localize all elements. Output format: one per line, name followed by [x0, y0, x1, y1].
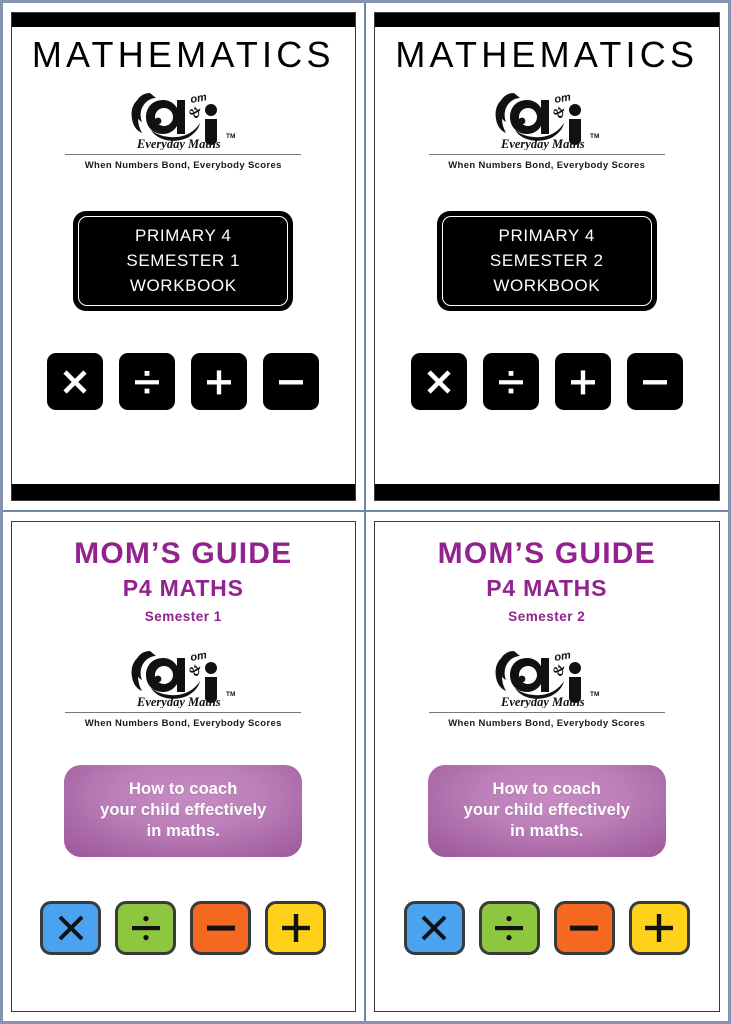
cover-cell-moms-guide-semester-1 — [3, 512, 366, 1021]
svg-text:om: om — [553, 90, 572, 106]
svg-text:Everyday Maths: Everyday Maths — [137, 136, 221, 150]
svg-text:TM: TM — [589, 690, 600, 698]
cover-cell-workbook-semester-1 — [3, 3, 366, 512]
moms-guide-cover — [374, 521, 721, 1012]
svg-text:Everyday Maths: Everyday Maths — [500, 136, 585, 150]
badge-line-kind: WORKBOOK — [493, 276, 601, 296]
logo-divider-rule — [429, 712, 665, 713]
svg-text:&: & — [186, 104, 205, 120]
coach-line-2: your child effectively — [463, 800, 630, 819]
minus-icon — [263, 353, 319, 410]
cover-top-bar — [375, 13, 720, 27]
badge-line-semester: SEMESTER 2 — [489, 250, 604, 270]
operator-tile-row — [40, 901, 326, 955]
divide-icon — [483, 353, 539, 410]
semester-heading: Semester 2 — [508, 608, 586, 624]
brand-tagline: When Numbers Bond, Everybody Scores — [84, 717, 282, 729]
logo-divider-rule — [65, 712, 301, 713]
mom-and-i-everyday-maths-logo — [125, 88, 241, 150]
brand-tagline: When Numbers Bond, Everybody Scores — [448, 159, 646, 171]
svg-text:&: & — [550, 104, 569, 120]
divide-icon — [119, 353, 175, 410]
cover-bottom-bar — [375, 484, 720, 500]
workbook-cover — [374, 12, 721, 501]
svg-text:&: & — [550, 662, 569, 678]
multiply-icon — [404, 901, 465, 955]
mom-and-i-everyday-maths-logo — [125, 646, 241, 708]
page-title: MOM’S GUIDE — [74, 537, 293, 570]
brand-logo-block — [65, 88, 301, 171]
svg-text:&: & — [186, 662, 205, 678]
cover-top-bar — [12, 13, 355, 27]
coach-callout-box — [64, 765, 302, 857]
coach-line-3: in maths. — [510, 821, 584, 840]
brand-logo-block — [429, 646, 665, 729]
multiply-icon — [40, 901, 101, 955]
coach-line-2: your child effectively — [100, 800, 267, 819]
badge-line-grade: PRIMARY 4 — [498, 225, 595, 245]
svg-text:om: om — [189, 90, 209, 106]
svg-text:Everyday Maths: Everyday Maths — [137, 694, 221, 708]
subject-heading: P4 MATHS — [486, 574, 608, 601]
svg-text:om: om — [189, 648, 209, 664]
brand-logo-block — [429, 88, 665, 171]
badge-line-semester: SEMESTER 1 — [126, 250, 241, 270]
plus-icon — [265, 901, 326, 955]
svg-text:TM: TM — [226, 132, 236, 140]
multiply-icon — [47, 353, 103, 410]
subject-heading: P4 MATHS — [122, 574, 244, 601]
multiply-icon — [411, 353, 467, 410]
svg-text:TM: TM — [589, 132, 600, 140]
coach-line-3: in maths. — [146, 821, 220, 840]
cover-bottom-bar — [12, 484, 355, 500]
logo-divider-rule — [65, 154, 301, 155]
semester-heading: Semester 1 — [144, 608, 222, 624]
brand-logo-block — [65, 646, 301, 729]
plus-icon — [191, 353, 247, 410]
mom-and-i-everyday-maths-logo — [489, 646, 605, 708]
cover-cell-workbook-semester-2 — [366, 3, 729, 512]
minus-icon — [554, 901, 615, 955]
minus-icon — [627, 353, 683, 410]
page-title: MATHEMATICS — [31, 34, 335, 75]
operator-tile-row — [411, 353, 683, 410]
coach-line-1: How to coach — [129, 779, 238, 798]
edition-badge — [437, 211, 657, 311]
brand-tagline: When Numbers Bond, Everybody Scores — [448, 717, 646, 729]
page-title: MOM’S GUIDE — [437, 537, 656, 570]
svg-text:Everyday Maths: Everyday Maths — [500, 694, 585, 708]
coach-callout-box — [428, 765, 666, 857]
svg-text:TM: TM — [226, 690, 236, 698]
badge-line-kind: WORKBOOK — [129, 276, 237, 296]
logo-divider-rule — [429, 154, 665, 155]
svg-text:om: om — [553, 648, 572, 664]
plus-icon — [555, 353, 611, 410]
page-title: MATHEMATICS — [395, 34, 699, 75]
brand-tagline: When Numbers Bond, Everybody Scores — [84, 159, 282, 171]
mom-and-i-everyday-maths-logo — [489, 88, 605, 150]
coach-line-1: How to coach — [492, 779, 601, 798]
edition-badge — [73, 211, 293, 311]
workbook-cover — [11, 12, 356, 501]
divide-icon — [115, 901, 176, 955]
operator-tile-row — [47, 353, 319, 410]
cover-cell-moms-guide-semester-2 — [366, 512, 729, 1021]
minus-icon — [190, 901, 251, 955]
divide-icon — [479, 901, 540, 955]
badge-line-grade: PRIMARY 4 — [135, 225, 232, 245]
operator-tile-row — [404, 901, 690, 955]
moms-guide-cover — [11, 521, 356, 1012]
plus-icon — [629, 901, 690, 955]
